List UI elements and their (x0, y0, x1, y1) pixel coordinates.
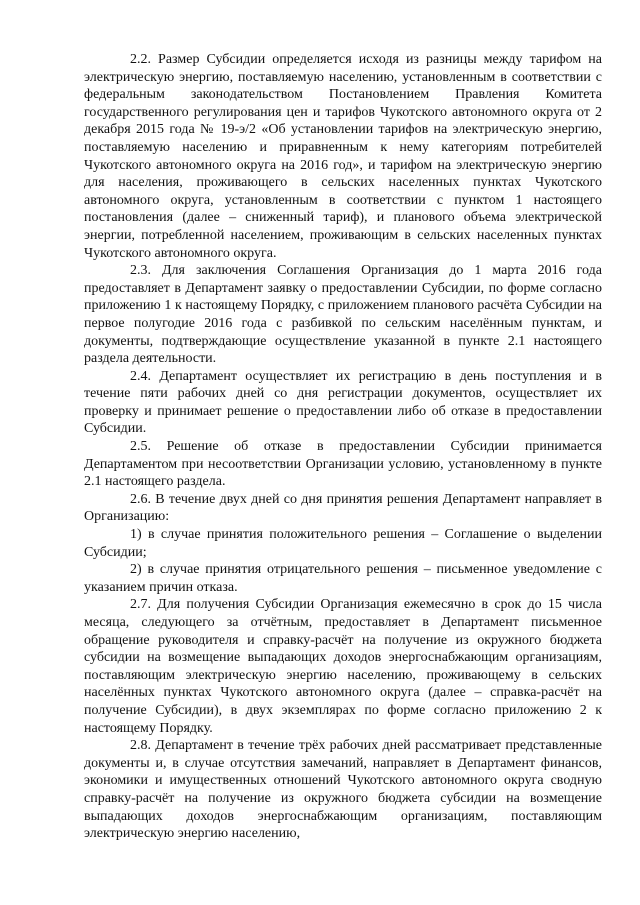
paragraph-2-2: 2.2. Размер Субсидии определяется исходя из разницы между тарифом на электрическую энергию, поставляемую населению, установленным в соответствии с федеральным законодательством Постановлением Правления Комитета государственного регулирования цен и тарифов Чукотского автономного округа от 2 декабря 2015 года № 19-э/2 «Об установлении тарифов на электрическую энергию, поставляемую населению и приравненным к нему категориям потребителей Чукотского автономного округа на 2016 год», и тарифом на электрическую энергию для населения, проживающего в сельских населенных пунктах Чукотского автономного округа, установленным в соответствии с пунктом 1 настоящего постановления (далее – сниженный тариф), и планового объема электрической энергии, потребленной населением, проживающим в сельских населенных пунктах Чукотского автономного округа. (84, 52, 602, 261)
paragraph-2-5: 2.5. Решение об отказе в предоставлении Субсидии принимается Департаментом при несоответствии Организации условию, установленному в пункте 2.1 настоящего раздела. (84, 439, 602, 490)
paragraph-2-7: 2.7. Для получения Субсидии Организация ежемесячно в срок до 15 числа месяца, следующего за отчётным, предоставляет в Департамент письменное обращение руководителя и справку-расчёт на получение из окружного бюджета субсидии на возмещение выпадающих доходов энергоснабжающим организациям, поставляющим электрическую энергию населению, проживающему в сельских населённых пунктах Чукотского автономного округа (далее – справка-расчёт на получение Субсидии), в двух экземплярах по форме согласно приложению 2 к настоящему Порядку. (84, 597, 602, 736)
paragraph-2-6: 2.6. В течение двух дней со дня принятия решения Департамент направляет в Организацию: (84, 491, 602, 525)
list-item-1: 1) в случае принятия положительного решения – Соглашение о выделении Субсидии; (84, 527, 602, 560)
paragraph-2-8: 2.8. Департамент в течение трёх рабочих дней рассматривает представленные документы и, в случае отсутствия замечаний, направляет в Департамент финансов, экономики и имущественных отношений Чукотского автономного округа сводную справку-расчёт на получение из окружного бюджета субсидии на возмещение выпадающих доходов энергоснабжающим организациям, поставляющим электрическую энергию населению, (84, 738, 602, 842)
paragraph-2-4: 2.4. Департамент осуществляет их регистрацию в день поступления и в течение пяти рабочих дней со дня регистрации документов, осуществляет их проверку и принимает решение о предоставлении либо об отказе в предоставлении Субсидии. (84, 368, 602, 437)
document-body (84, 51, 602, 843)
list-item-2: 2) в случае принятия отрицательного решения – письменное уведомление с указанием причин отказа. (84, 562, 602, 595)
paragraph-2-3: 2.3. Для заключения Соглашения Организация до 1 марта 2016 года предоставляет в Департамент заявку о предоставлении Субсидии, по форме согласно приложению 1 к настоящему Порядку, с приложением планового расчёта Субсидии на первое полугодие 2016 года с разбивкой по сельским населённым пунктам, и документы, подтверждающие осуществление указанной в пункте 2.1 настоящего раздела деятельности. (84, 263, 602, 367)
